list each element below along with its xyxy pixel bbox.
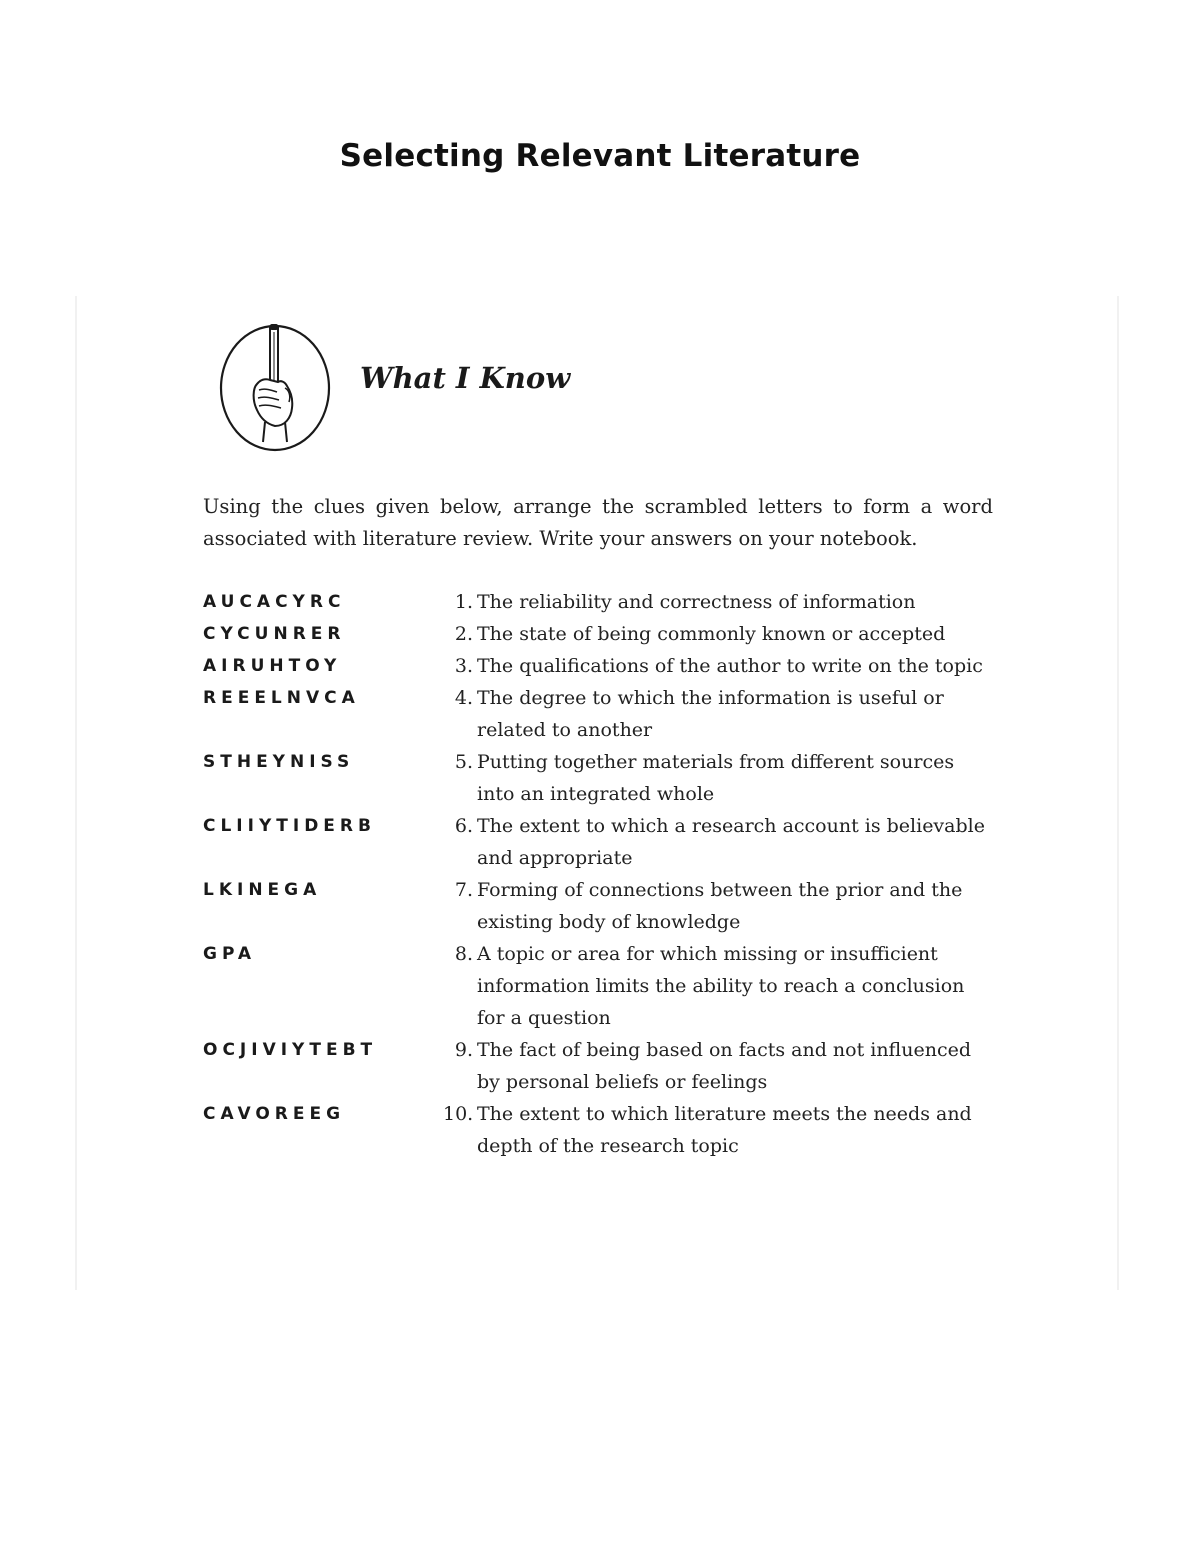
scrambled-word: CAVOREEG [203, 1104, 346, 1124]
instructions-text: Using the clues given below, arrange the scrambled letters to form a word associated with literature review. Write your answers on your notebook. [203, 495, 993, 550]
clue-number: 2. [454, 623, 473, 645]
clue-text: Putting together materials from different sources into an integrated whole [477, 751, 955, 805]
word-row [203, 746, 993, 810]
clue-text: The fact of being based on facts and not influenced by personal beliefs or feelings [477, 1039, 971, 1093]
scrambled-word: OCJIVIYTEBT [203, 1040, 378, 1060]
clue-number: 6. [454, 815, 473, 837]
clue-number: 4. [454, 687, 473, 709]
section-heading: What I Know [360, 361, 571, 395]
clue [443, 810, 993, 874]
clue-number: 5. [454, 751, 473, 773]
scrambled-word: GPA [203, 944, 257, 964]
clue-text: The degree to which the information is useful or related to another [477, 687, 944, 741]
clue-number: 3. [454, 655, 473, 677]
clue-text: The qualifications of the author to write on the topic [477, 655, 983, 677]
clue [443, 746, 993, 810]
clue-text: The reliability and correctness of information [477, 591, 916, 613]
word-row [203, 1034, 993, 1098]
clue [443, 938, 993, 1034]
word-row [203, 874, 993, 938]
scrambled-word-list [203, 586, 993, 1162]
scrambled-word: STHEYNISS [203, 752, 355, 772]
scrambled-word: AUCACYRC [203, 592, 346, 612]
word-row [203, 586, 993, 618]
clue-text: Forming of connections between the prior and the existing body of knowledge [477, 879, 963, 933]
scrambled-word: REEELNVCA [203, 688, 360, 708]
clue-number: 8. [454, 943, 473, 965]
word-row [203, 810, 993, 874]
clue-text: A topic or area for which missing or insufficient information limits the ability to reach a conclusion for a question [477, 943, 965, 1029]
word-row [203, 650, 993, 682]
clue-text: The extent to which a research account is believable and appropriate [477, 815, 985, 869]
clue-number: 10. [443, 1103, 474, 1125]
scrambled-word: LKINEGA [203, 880, 322, 900]
word-row [203, 682, 993, 746]
clue [443, 1034, 993, 1098]
clue-number: 9. [454, 1039, 473, 1061]
clue-number: 7. [454, 879, 473, 901]
clue [443, 650, 993, 682]
clue [443, 874, 993, 938]
scrambled-word: CLIIYTIDERB [203, 816, 376, 836]
clue [443, 586, 993, 618]
hand-holding-pencil-icon [215, 318, 335, 454]
word-row [203, 938, 993, 1034]
scrambled-word: AIRUHTOY [203, 656, 342, 676]
clue-text: The state of being commonly known or accepted [477, 623, 946, 645]
clue-text: The extent to which literature meets the needs and depth of the research topic [477, 1103, 972, 1157]
clue [443, 618, 993, 650]
clue [443, 682, 993, 746]
clue [443, 1098, 993, 1162]
scrambled-word: CYCUNRER [203, 624, 346, 644]
word-row [203, 618, 993, 650]
page-title: Selecting Relevant Literature [339, 138, 861, 174]
word-row [203, 1098, 993, 1162]
clue-number: 1. [454, 591, 473, 613]
